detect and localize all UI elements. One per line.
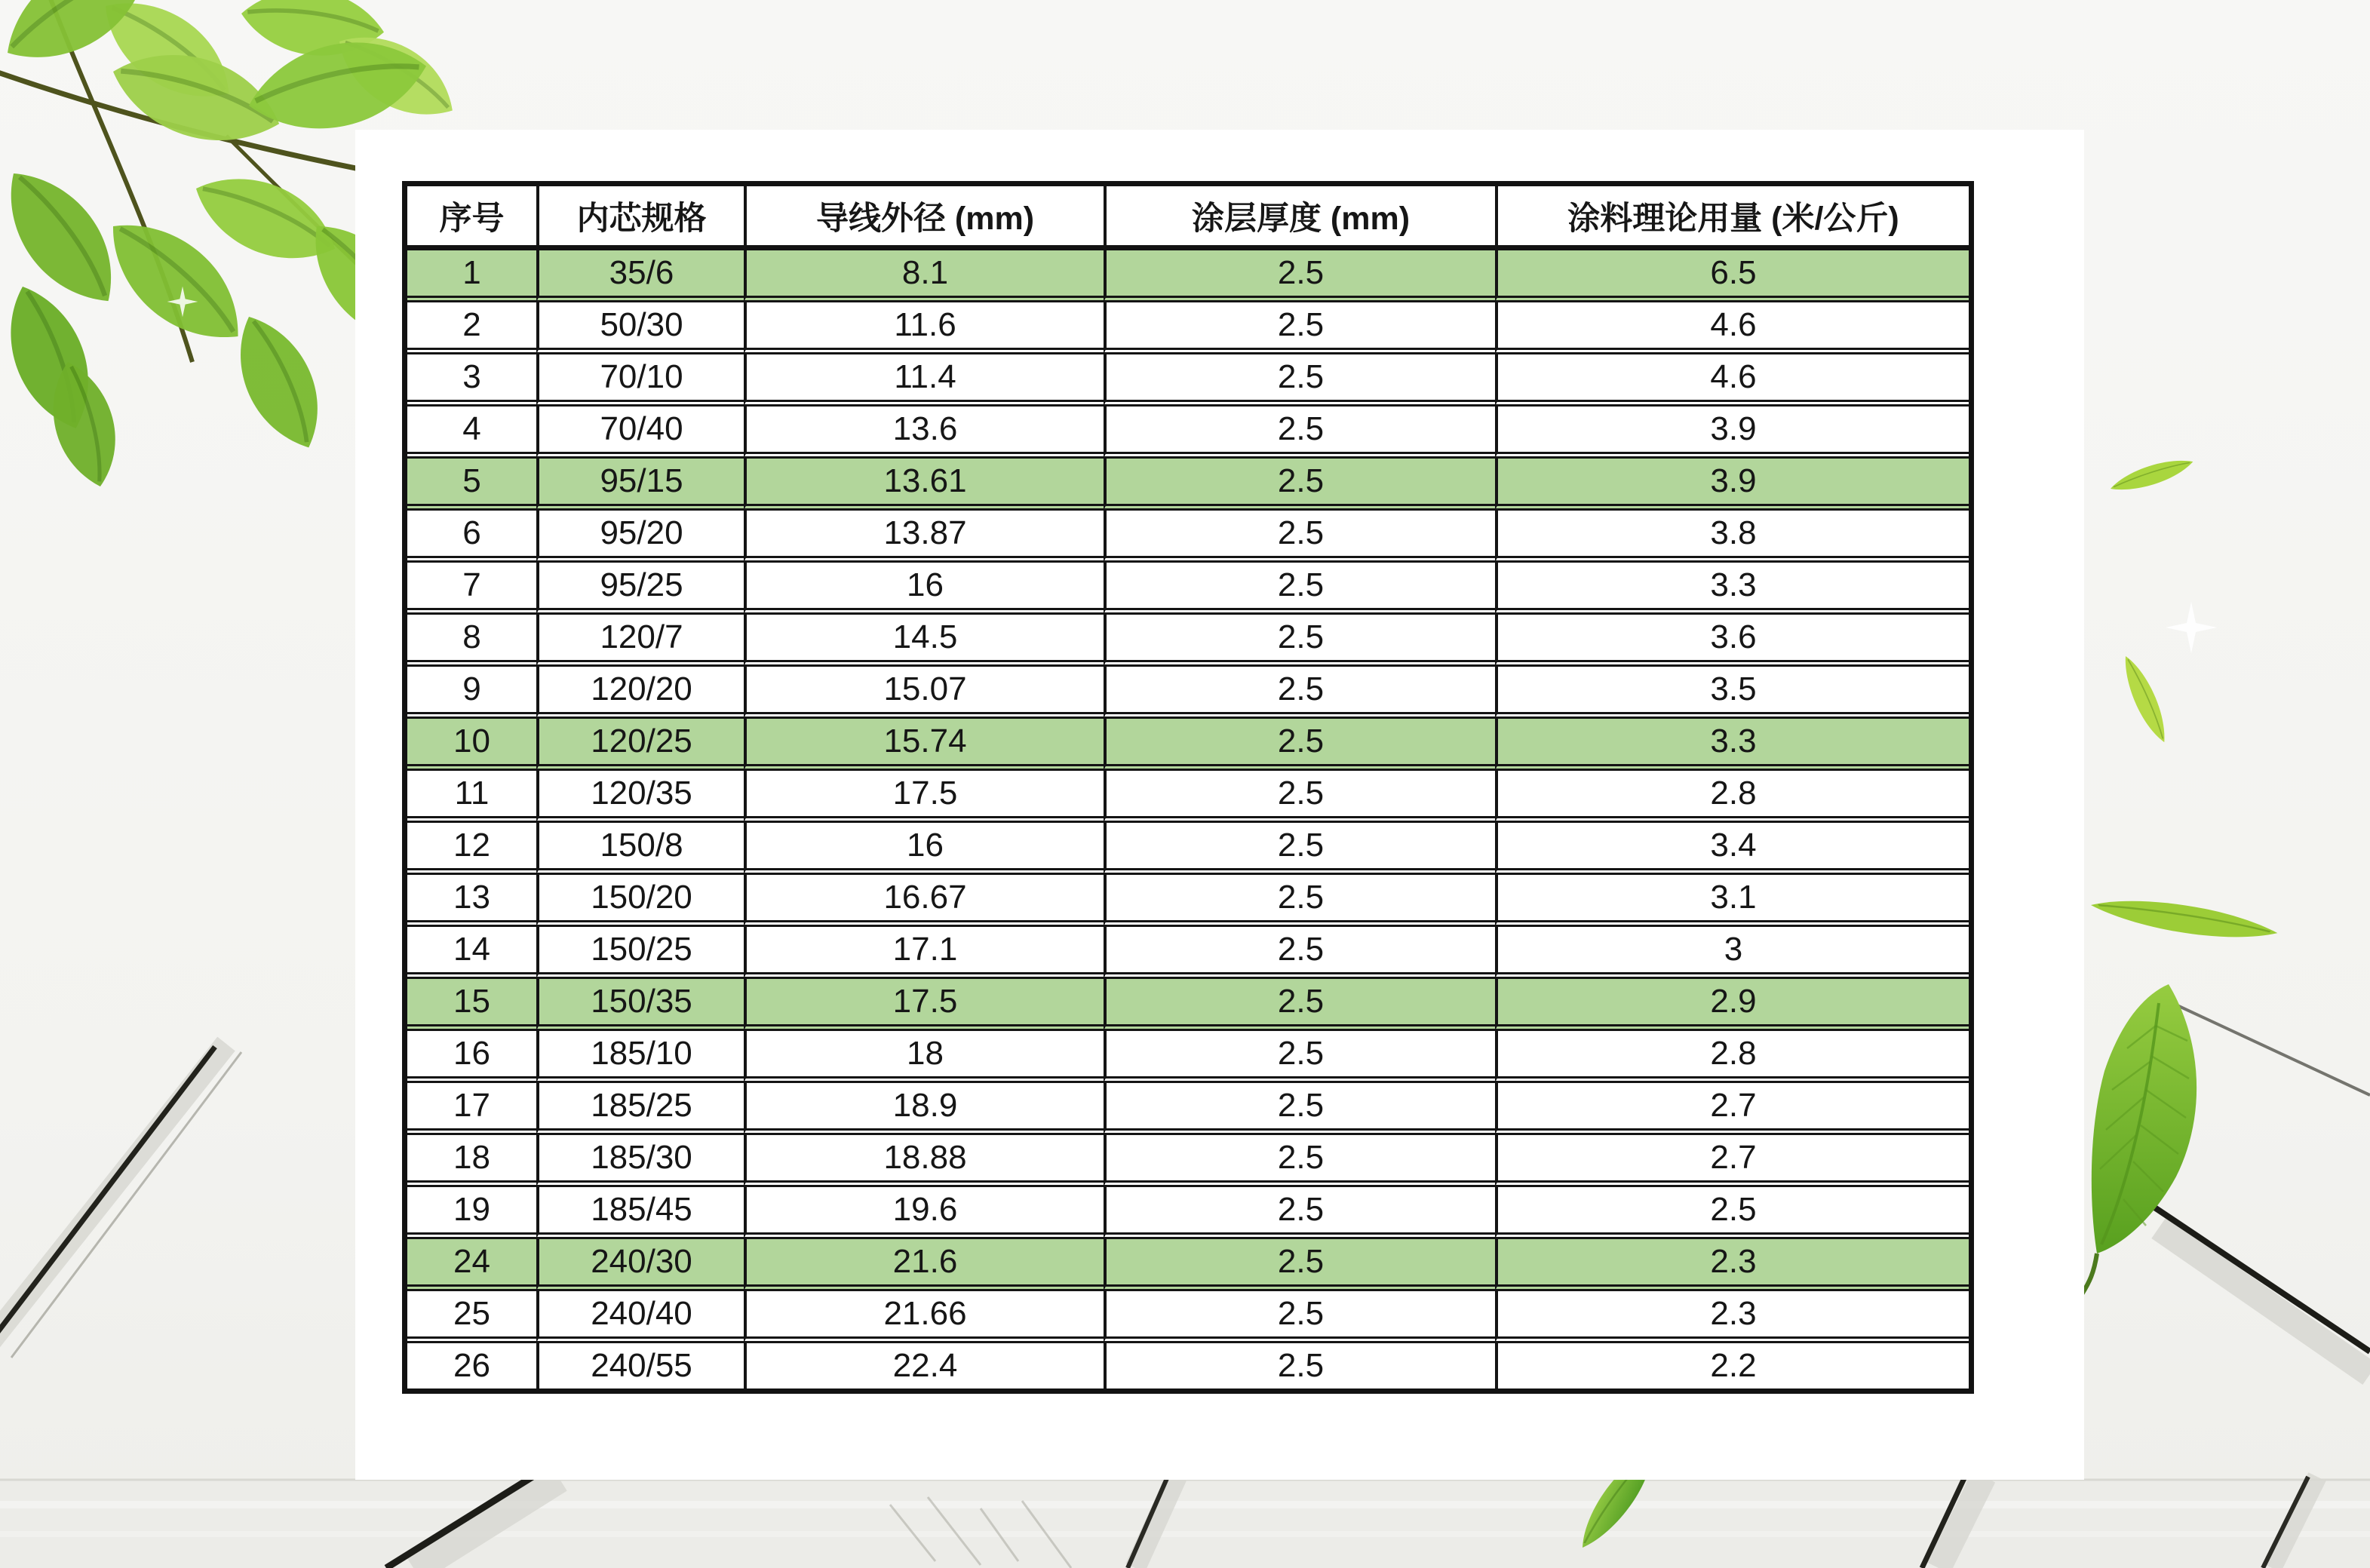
table-cell: 3.4 — [1495, 823, 1969, 875]
table-cell: 1 — [407, 250, 536, 302]
table-cell: 2.5 — [1104, 615, 1495, 667]
table-cell: 13 — [407, 875, 536, 927]
table-cell: 185/25 — [536, 1083, 744, 1135]
table-row — [407, 302, 1969, 354]
table-cell: 95/20 — [536, 511, 744, 563]
table-cell: 2.5 — [1104, 875, 1495, 927]
table-cell: 15.07 — [744, 667, 1104, 719]
table-cell: 18.9 — [744, 1083, 1104, 1135]
table-cell: 24 — [407, 1239, 536, 1291]
table-row — [407, 354, 1969, 407]
table-cell: 17.1 — [744, 927, 1104, 979]
table-cell: 95/25 — [536, 563, 744, 615]
table-row — [407, 407, 1969, 459]
table-cell: 150/20 — [536, 875, 744, 927]
table-cell: 70/10 — [536, 354, 744, 407]
table-cell: 2.5 — [1104, 250, 1495, 302]
table-cell: 35/6 — [536, 250, 744, 302]
table-cell: 2.5 — [1104, 771, 1495, 823]
table-row — [407, 927, 1969, 979]
column-header: 导线外径 (mm) — [744, 186, 1104, 250]
table-cell: 15 — [407, 979, 536, 1031]
table-cell: 17.5 — [744, 771, 1104, 823]
table-row — [407, 1239, 1969, 1291]
table-cell: 21.6 — [744, 1239, 1104, 1291]
table-row — [407, 979, 1969, 1031]
table-cell: 2.7 — [1495, 1083, 1969, 1135]
table-cell: 2.5 — [1104, 823, 1495, 875]
table-cell: 120/25 — [536, 719, 744, 771]
table-cell: 2.3 — [1495, 1291, 1969, 1343]
table-cell: 3.9 — [1495, 407, 1969, 459]
column-header: 涂层厚度 (mm) — [1104, 186, 1495, 250]
table-cell: 150/25 — [536, 927, 744, 979]
table-cell: 3 — [407, 354, 536, 407]
table-cell: 2.5 — [1104, 1187, 1495, 1239]
table-cell: 150/35 — [536, 979, 744, 1031]
table-cell: 13.61 — [744, 459, 1104, 511]
table-cell: 4.6 — [1495, 302, 1969, 354]
table-cell: 10 — [407, 719, 536, 771]
table-row — [407, 1135, 1969, 1187]
table-cell: 3.6 — [1495, 615, 1969, 667]
table-cell: 18.88 — [744, 1135, 1104, 1187]
table-cell: 11.6 — [744, 302, 1104, 354]
table-row — [407, 1083, 1969, 1135]
table-cell: 240/40 — [536, 1291, 744, 1343]
table-cell: 185/10 — [536, 1031, 744, 1083]
table-cell: 2.5 — [1104, 1135, 1495, 1187]
table-cell: 2.5 — [1495, 1187, 1969, 1239]
table-cell: 8 — [407, 615, 536, 667]
table-cell: 240/30 — [536, 1239, 744, 1291]
table-cell: 8.1 — [744, 250, 1104, 302]
table-cell: 2.5 — [1104, 1291, 1495, 1343]
table-cell: 2.5 — [1104, 1031, 1495, 1083]
table-row — [407, 719, 1969, 771]
table-cell: 2.5 — [1104, 563, 1495, 615]
table-cell: 13.6 — [744, 407, 1104, 459]
table-cell: 6.5 — [1495, 250, 1969, 302]
table-row — [407, 875, 1969, 927]
table-cell: 2.5 — [1104, 1083, 1495, 1135]
table-cell: 2.5 — [1104, 511, 1495, 563]
table-cell: 7 — [407, 563, 536, 615]
column-header: 涂料理论用量 (米/公斤) — [1495, 186, 1969, 250]
table-cell: 2.9 — [1495, 979, 1969, 1031]
table-cell: 120/35 — [536, 771, 744, 823]
table-cell: 3.5 — [1495, 667, 1969, 719]
table-cell: 3.9 — [1495, 459, 1969, 511]
table-row — [407, 1031, 1969, 1083]
table-cell: 185/45 — [536, 1187, 744, 1239]
column-header: 内芯规格 — [536, 186, 744, 250]
table-cell: 2.5 — [1104, 1343, 1495, 1388]
table-cell: 3.3 — [1495, 563, 1969, 615]
table-cell: 2.2 — [1495, 1343, 1969, 1388]
table-cell: 70/40 — [536, 407, 744, 459]
table-cell: 6 — [407, 511, 536, 563]
table-cell: 240/55 — [536, 1343, 744, 1388]
table-cell: 3 — [1495, 927, 1969, 979]
table-cell: 14.5 — [744, 615, 1104, 667]
table-cell: 3.1 — [1495, 875, 1969, 927]
table-row — [407, 771, 1969, 823]
table-cell: 14 — [407, 927, 536, 979]
table-row — [407, 459, 1969, 511]
table-row — [407, 563, 1969, 615]
table-cell: 18 — [744, 1031, 1104, 1083]
table-cell: 11.4 — [744, 354, 1104, 407]
table-cell: 3.3 — [1495, 719, 1969, 771]
spec-table — [407, 186, 1969, 1388]
table-cell: 9 — [407, 667, 536, 719]
table-cell: 2.5 — [1104, 667, 1495, 719]
table-border — [402, 181, 1974, 1394]
table-cell: 13.87 — [744, 511, 1104, 563]
table-cell: 26 — [407, 1343, 536, 1388]
table-cell: 2.8 — [1495, 771, 1969, 823]
table-cell: 2.8 — [1495, 1031, 1969, 1083]
table-row — [407, 667, 1969, 719]
table-row — [407, 823, 1969, 875]
table-cell: 95/15 — [536, 459, 744, 511]
table-cell: 16 — [744, 823, 1104, 875]
table-cell: 2.5 — [1104, 927, 1495, 979]
table-cell: 2.5 — [1104, 979, 1495, 1031]
table-row — [407, 1343, 1969, 1388]
table-row — [407, 1187, 1969, 1239]
table-cell: 21.66 — [744, 1291, 1104, 1343]
table-cell: 19.6 — [744, 1187, 1104, 1239]
table-cell: 17 — [407, 1083, 536, 1135]
table-cell: 15.74 — [744, 719, 1104, 771]
table-cell: 2.5 — [1104, 302, 1495, 354]
table-cell: 11 — [407, 771, 536, 823]
table-cell: 18 — [407, 1135, 536, 1187]
table-cell: 16.67 — [744, 875, 1104, 927]
column-header: 序号 — [407, 186, 536, 250]
falling-leaf-icon — [2089, 454, 2279, 949]
table-cell: 12 — [407, 823, 536, 875]
table-cell: 2.5 — [1104, 719, 1495, 771]
table-cell: 2.5 — [1104, 459, 1495, 511]
table-cell: 2.5 — [1104, 407, 1495, 459]
table-cell: 4 — [407, 407, 536, 459]
table-cell: 3.8 — [1495, 511, 1969, 563]
table-cell: 5 — [407, 459, 536, 511]
table-cell: 2 — [407, 302, 536, 354]
table-cell: 22.4 — [744, 1343, 1104, 1388]
table-row — [407, 615, 1969, 667]
table-cell: 50/30 — [536, 302, 744, 354]
table-card — [355, 130, 2084, 1480]
table-cell: 150/8 — [536, 823, 744, 875]
table-cell: 2.7 — [1495, 1135, 1969, 1187]
table-cell: 2.5 — [1104, 354, 1495, 407]
table-cell: 2.3 — [1495, 1239, 1969, 1291]
table-cell: 25 — [407, 1291, 536, 1343]
table-cell: 120/20 — [536, 667, 744, 719]
header-row — [407, 186, 1969, 250]
table-body — [407, 250, 1969, 1388]
table-cell: 16 — [407, 1031, 536, 1083]
table-row — [407, 1291, 1969, 1343]
table-row — [407, 511, 1969, 563]
table-cell: 19 — [407, 1187, 536, 1239]
table-cell: 4.6 — [1495, 354, 1969, 407]
table-cell: 16 — [744, 563, 1104, 615]
table-cell: 185/30 — [536, 1135, 744, 1187]
table-cell: 120/7 — [536, 615, 744, 667]
table-row — [407, 250, 1969, 302]
table-cell: 2.5 — [1104, 1239, 1495, 1291]
table-cell: 17.5 — [744, 979, 1104, 1031]
